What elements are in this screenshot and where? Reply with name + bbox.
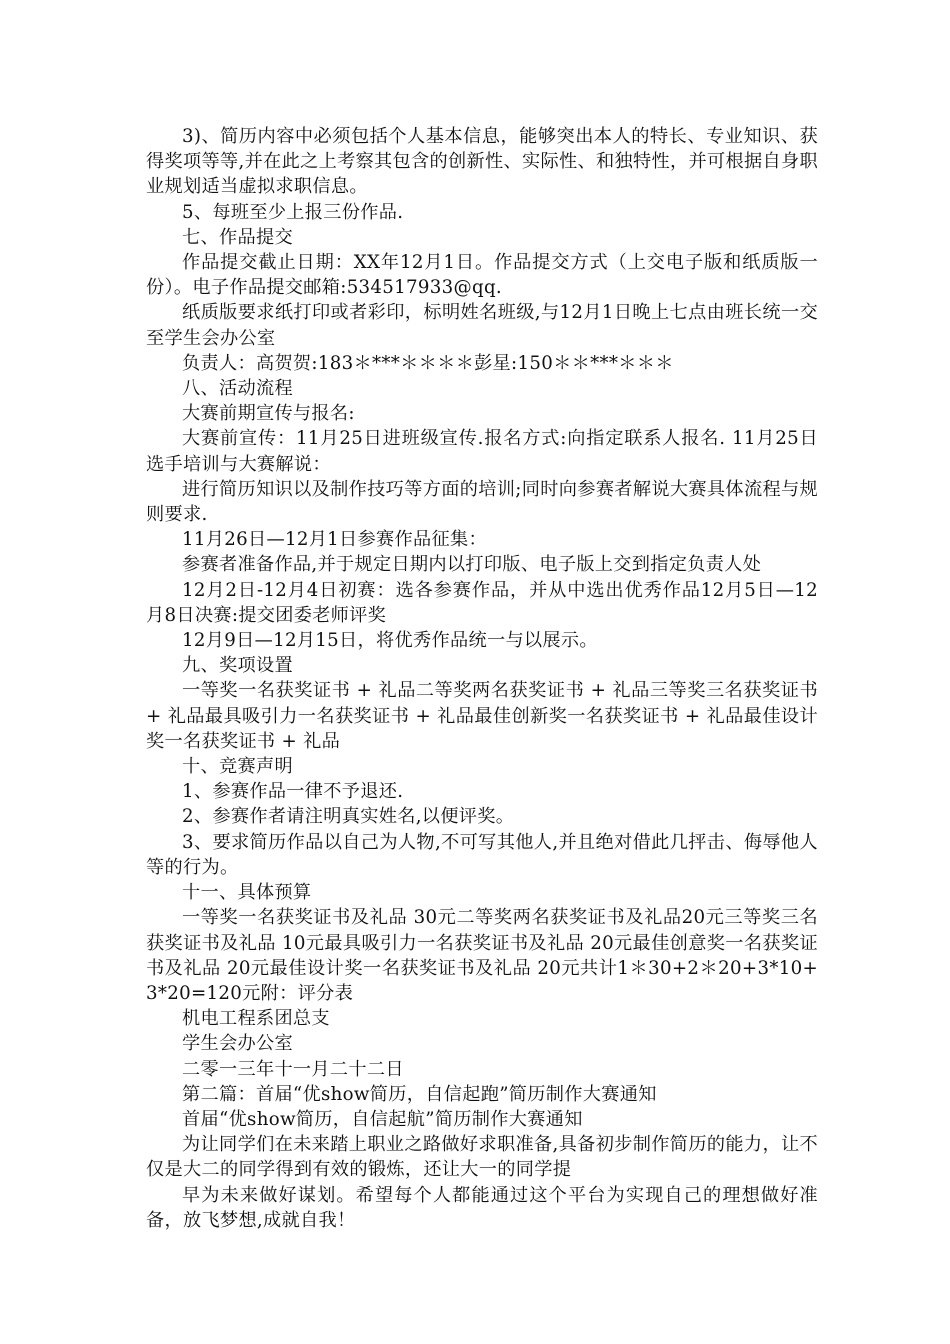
paragraph: 纸质版要求纸打印或者彩印，标明姓名班级,与12月1日晚上七点由班长统一交至学生会办公室 (146, 302, 818, 349)
paragraph: 负责人：高贺贺:183＊***＊＊＊＊彭星:150＊＊***＊＊＊ (182, 352, 674, 374)
date-line: 二零一三年十一月二十二日 (182, 1058, 404, 1080)
paragraph: 参赛者准备作品,并于规定日期内以打印版、电子版上交到指定负责人处 (182, 554, 762, 576)
signature-line: 学生会办公室 (182, 1033, 293, 1055)
paragraph: 一等奖一名获奖证书 + 礼品二等奖两名获奖证书 + 礼品三等奖三名获奖证书 + 礼品最具吸引力一名获奖证书 + 礼品最佳创新奖一名获奖证书 + 礼品最佳设计奖一名获奖证书 + 礼品 (146, 680, 818, 752)
chapter-title: 第二篇：首届“优show简历，自信起跑”简历制作大赛通知 (182, 1083, 657, 1105)
paragraph: 3)、简历内容中必须包括个人基本信息，能够突出本人的特长、专业知识、获得奖项等等,并在此之上考察其包含的创新性、实际性、和独特性，并可根据自身职业规划适当虚拟求职信息。 (146, 126, 818, 198)
paragraph: 12月2日-12月4日初赛：选各参赛作品，并从中选出优秀作品12月5日—12月8日决赛:提交团委老师评奖 (146, 579, 818, 626)
section-heading: 八、活动流程 (182, 378, 293, 400)
section-heading: 九、奖项设置 (182, 655, 293, 677)
paragraph: 12月9日—12月15日，将优秀作品统一与以展示。 (182, 630, 598, 652)
paragraph: 3、要求简历作品以自己为人物,不可写其他人,并且绝对借此几抨击、侮辱他人等的行为。 (146, 831, 818, 878)
paragraph: 5、每班至少上报三份作品. (182, 201, 404, 223)
paragraph: 大赛前期宣传与报名: (182, 403, 355, 425)
paragraph: 为让同学们在未来踏上职业之路做好求职准备,具备初步制作简历的能力，让不仅是大二的同学得到有效的锻炼，还让大一的同学提 (146, 1134, 818, 1181)
paragraph: 进行简历知识以及制作技巧等方面的培训;同时向参赛者解说大赛具体流程与规则要求. (146, 478, 818, 526)
paragraph: 2、参赛作者请注明真实姓名,以便评奖。 (182, 806, 515, 828)
notice-title: 首届“优show简历，自信起航”简历制作大赛通知 (182, 1108, 583, 1130)
section-heading: 七、作品提交 (182, 226, 293, 248)
paragraph: 作品提交截止日期：XX年12月1日。作品提交方式（上交电子版和纸质版一份）。电子作品提交邮箱:534517933@qq. (146, 252, 818, 299)
signature-line: 机电工程系团总支 (182, 1008, 330, 1030)
paragraph: 大赛前宣传：11月25日进班级宣传.报名方式:向指定联系人报名. 11月25日选手培训与大赛解说： (146, 428, 818, 475)
section-heading: 十、竞赛声明 (182, 756, 293, 778)
document-body (146, 124, 818, 1233)
paragraph: 11月26日—12月1日参赛作品征集： (182, 529, 487, 551)
section-heading: 十一、具体预算 (182, 882, 312, 904)
paragraph: 一等奖一名获奖证书及礼品 30元二等奖两名获奖证书及礼品20元三等奖三名获奖证书及礼品 10元最具吸引力一名获奖证书及礼品 20元最佳创意奖一名获奖证书及礼品 20元最佳设计奖一名获奖证书及礼品 20元共计1＊30+2＊20+3*10+3*20=120元附：评分表 (146, 907, 818, 1004)
paragraph: 早为未来做好谋划。希望每个人都能通过这个平台为实现自己的理想做好准备，放飞梦想,成就自我！ (146, 1184, 818, 1231)
paragraph: 1、参赛作品一律不予退还. (182, 781, 404, 803)
